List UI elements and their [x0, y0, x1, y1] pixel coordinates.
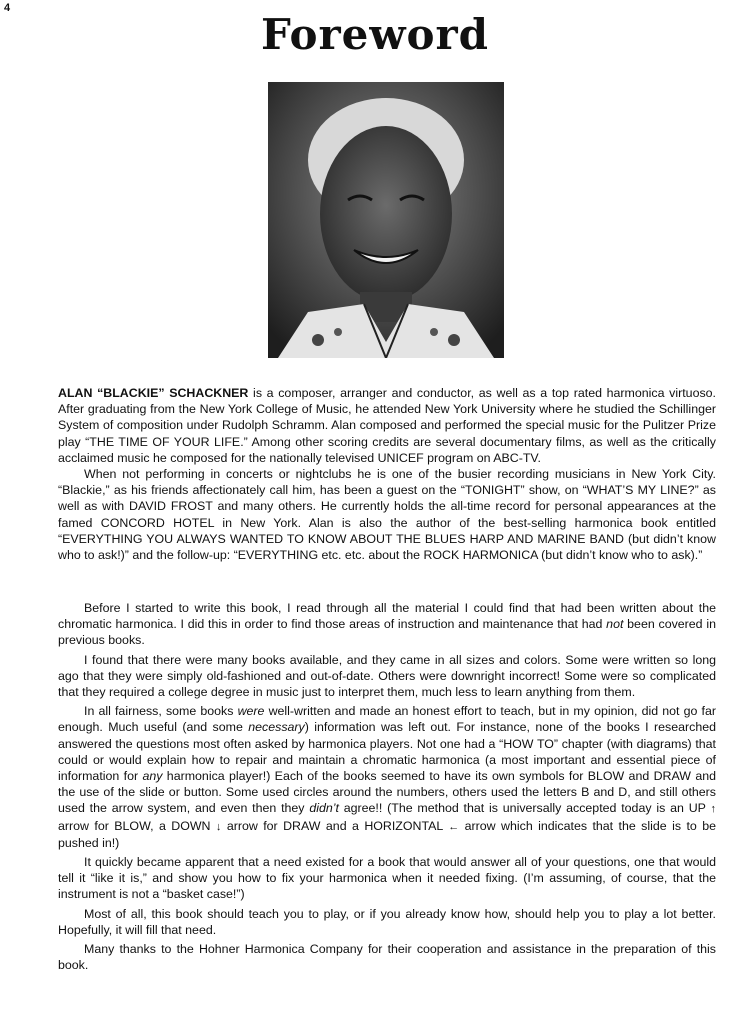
foreword-paragraph-4: It quickly became apparent that a need existed for a book that would answer all of your questions, one that would tell it “like it is,” and show you how to fix your harmonica when it needed fixing. (I’m assuming, of course, that the instrument is not a “basket case!”)	[58, 855, 716, 902]
author-portrait-photo	[268, 82, 504, 358]
down-arrow-icon: ↓	[215, 820, 222, 833]
page-number: 4	[4, 2, 11, 14]
paragraph-text: arrow for DRAW and a HORIZONTAL	[221, 818, 449, 833]
paragraph-text: arrow which indicates that the slide is to be pushed in!)	[58, 818, 716, 850]
paragraph-text: arrow for BLOW, a DOWN	[58, 818, 216, 833]
paragraph-text: ) information was left out. For instance, none of the books I researched answered the questions most often asked by harmonica players. Not one had a “HOW TO” chapter (with diagrams) that could or would explain how to repair and maintain a chromatic harmonica (a most important and essential piece of information for	[58, 720, 717, 784]
emphasis-text: not	[606, 617, 624, 632]
paragraph-text: well-written and made an honest effort to teach, but in my opinion, did not go far enough. Much useful (and some	[58, 704, 717, 735]
foreword-paragraph-1	[58, 600, 716, 649]
author-bio	[58, 385, 716, 563]
bio-paragraph-1	[58, 385, 716, 466]
foreword-body	[58, 600, 716, 976]
up-arrow-icon: ↑	[710, 803, 716, 816]
emphasis-text: were	[237, 704, 265, 719]
paragraph-text: agree!! (The method that is universally accepted today is an UP	[338, 801, 711, 816]
foreword-paragraph-6: Many thanks to the Hohner Harmonica Company for their cooperation and assistance in the preparation of this book.	[58, 942, 716, 973]
paragraph-text: harmonica player!) Each of the books seemed to have its own symbols for BLOW and DRAW and the use of the slide or button. Some used circles around the numbers, others used the letters B and D, and still others used the arrow system, and even then they	[58, 769, 717, 816]
author-name: ALAN “BLACKIE” SCHACKNER	[58, 386, 249, 400]
paragraph-text: been covered in previous books.	[58, 617, 716, 648]
foreword-paragraph-3	[58, 703, 716, 851]
paragraph-text: In all fairness, some books	[84, 704, 238, 719]
page-title: Foreword	[260, 10, 490, 59]
bio-paragraph-1-text: is a composer, arranger and conductor, as well as a top rated harmonica virtuoso. After graduating from the New York College of Music, he attended New York University where he studied the Schillinger System of composition under Rudolph Schramm. Alan composed and performed the special music for the Pulitzer Prize play “THE TIME OF YOUR LIFE.” Among other scoring credits are several documentary films, as well as the critically acclaimed music he composed for the nationally televised UNICEF program on ABC-TV.	[58, 386, 716, 465]
emphasis-text: didn’t	[309, 801, 339, 816]
foreword-paragraph-2: I found that there were many books available, and they came in all sizes and colors. Some were written so long ago that they were simply old-fashioned and out-of-date. Others were downright incorrect! Some were so complicated that they required a college degree in music just to interpret them, much less to learn anything from them.	[58, 652, 716, 700]
foreword-paragraph-5: Most of all, this book should teach you to play, or if you already know how, should help you to play a lot better. Hopefully, it will fill that need.	[58, 906, 716, 937]
emphasis-text: any	[142, 769, 163, 784]
left-arrow-icon: ←	[448, 820, 460, 833]
bio-paragraph-2: When not performing in concerts or nightclubs he is one of the busier recording musicians in New York City. “Blackie,” as his friends affectionately call him, has been a guest on the “TONIGHT” show, on “WHAT’S MY LINE?” as well as with DAVID FROST and many others. He currently holds the all-time record for personal appearances at the famed CONCORD HOTEL in New York. Alan is also the author of the best-selling harmonica book entitled “EVERYTHING YOU ALWAYS WANTED TO KNOW ABOUT THE BLUES HARP AND MARINE BAND (but didn’t know who to ask!)” and the follow-up: “EVERYTHING etc. etc. about the ROCK HARMONICA (but didn’t know who to ask).”	[58, 467, 716, 563]
paragraph-text: Before I started to write this book, I read through all the material I could find that had been written about the chromatic harmonica. I did this in order to find those areas of instruction and maintenance that had	[58, 601, 716, 632]
emphasis-text: necessary	[248, 720, 305, 735]
